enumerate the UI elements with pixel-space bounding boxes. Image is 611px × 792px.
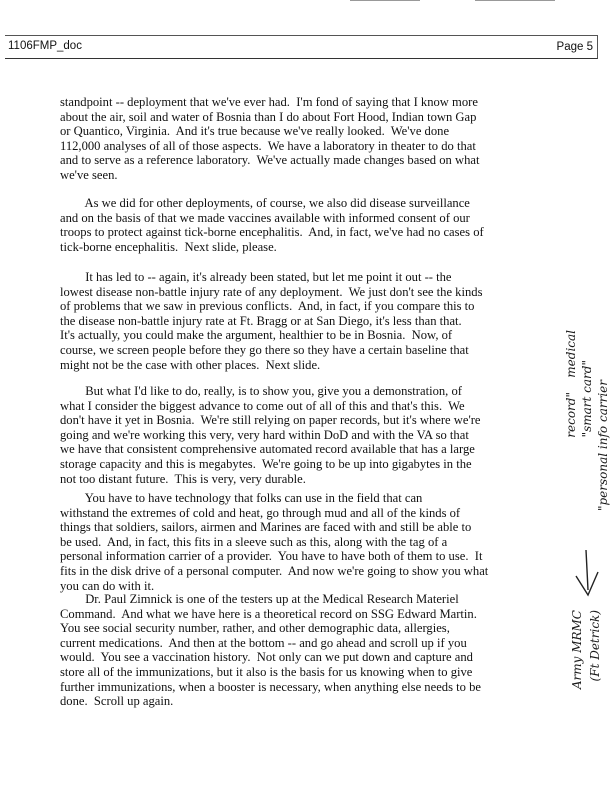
text-line: personal information carrier of a provider. You have to have both of them to use. It xyxy=(60,549,483,564)
paragraph-4 xyxy=(60,384,481,486)
text-line: You see social security number, rather, and other demographic data, allergies, xyxy=(60,621,450,636)
text-line: and on the basis of that we made vaccines available with informed consent of our xyxy=(60,210,470,225)
text-line: we have that consistent comprehensive automated record available that has a large xyxy=(60,442,475,457)
text-line: and to serve as a reference laboratory. We've actually made changes based on what xyxy=(60,153,480,168)
text-line: 112,000 analyses of all of those aspects. We have a laboratory in theater to do that xyxy=(60,138,476,153)
text-line: standpoint -- deployment that we've ever had. I'm fond of saying that I know more xyxy=(60,95,478,109)
document-header xyxy=(5,35,598,59)
text-line: It's actually, you could make the argument, healthier to be in Bosnia. Now, of xyxy=(60,328,453,343)
text-line: you can do with it. xyxy=(60,578,155,593)
text-line: be used. And, in fact, this fits in a sleeve such as this, along with the tag of a xyxy=(60,534,448,549)
text-line: further immunizations, when a booster is necessary, when anything else needs to be xyxy=(60,679,481,694)
paragraph-1 xyxy=(60,95,479,183)
text-line: about the air, soil and water of Bosnia than I do about Fort Hood, Indian town Gap xyxy=(60,109,477,124)
text-line: You have to have technology that folks can use in the field that can xyxy=(60,491,423,505)
handwritten-arrow-icon xyxy=(572,548,602,598)
text-line: fits in the disk drive of a personal computer. And now we're going to show you what xyxy=(60,563,489,578)
text-line: store all of the immunizations, but it also is the basis for us knowing when to give xyxy=(60,664,473,679)
text-line: troops to protect against tick-borne encephalitis. And, in fact, we've had no cases of xyxy=(60,225,484,240)
document-name: 1106FMP_doc xyxy=(8,40,82,52)
paragraph-3 xyxy=(60,270,482,372)
text-line: Dr. Paul Zimnick is one of the testers up at the Medical Research Materiel xyxy=(60,592,459,606)
handwritten-note-smart-card: "smart card" xyxy=(580,360,594,438)
page-number: Page 5 xyxy=(556,41,593,53)
handwritten-note-army-mrmc: Army MRMC xyxy=(570,610,584,690)
handwritten-note-medical: medical xyxy=(564,330,578,378)
text-line: going and we're working this very, very hard within DoD and with the VA so that xyxy=(60,427,469,442)
text-line: not too distant future. This is very, very durable. xyxy=(60,471,306,486)
handwritten-note-personal-info-carrier: "personal info carrier xyxy=(596,380,610,512)
text-line: course, we screen people before they go there so they have a certain baseline that xyxy=(60,342,469,357)
text-line: or Quantico, Virginia. And it's true because we've really looked. We've done xyxy=(60,124,450,139)
text-line: withstand the extremes of cold and heat, go through mud and all of the kinds of xyxy=(60,505,461,520)
scan-artifact xyxy=(350,0,420,1)
text-line: things that soldiers, sailors, airmen and Marines are faced with and still be able to xyxy=(60,520,472,535)
text-line: the disease non-battle injury rate at Ft. Bragg or at San Diego, it's less than that. xyxy=(60,313,462,328)
text-line: storage capacity and this is megabytes. We're going to be up into gigabytes in the xyxy=(60,456,472,471)
scan-artifact xyxy=(475,0,555,1)
text-line: But what I'd like to do, really, is to show you, give you a demonstration, of xyxy=(60,384,462,398)
text-line: lowest disease non-battle injury rate of any deployment. We just don't see the kinds xyxy=(60,284,483,299)
text-line: It has led to -- again, it's already been stated, but let me point it out -- the xyxy=(60,270,452,284)
text-line: tick-borne encephalitis. Next slide, please. xyxy=(60,239,277,254)
paragraph-6 xyxy=(60,592,481,709)
text-line: might not be the case with other places. Next slide. xyxy=(60,357,321,372)
text-line: Command. And what we have here is a theoretical record on SSG Edward Martin. xyxy=(60,606,477,621)
text-line: current medications. And then at the bottom -- and go ahead and scroll up if you xyxy=(60,635,467,650)
text-line: we've seen. xyxy=(60,167,118,182)
handwritten-note-record: record" xyxy=(564,392,578,438)
paragraph-5 xyxy=(60,491,488,593)
text-line: done. Scroll up again. xyxy=(60,694,174,709)
text-line: don't have it yet in Bosnia. We're still relying on paper records, but it's where we're xyxy=(60,413,481,428)
handwritten-note-ft-detrick: (Ft Detrick) xyxy=(588,610,602,682)
text-line: would. You see a vaccination history. Not only can we put down and capture and xyxy=(60,650,473,665)
text-line: of problems that we saw in previous conflicts. And, in fact, if you compare this to xyxy=(60,299,475,314)
text-line: what I consider the biggest advance to come out of all of this and that's this. We xyxy=(60,398,465,413)
text-line: As we did for other deployments, of course, we also did disease surveillance xyxy=(60,196,470,210)
paragraph-2 xyxy=(60,196,484,254)
